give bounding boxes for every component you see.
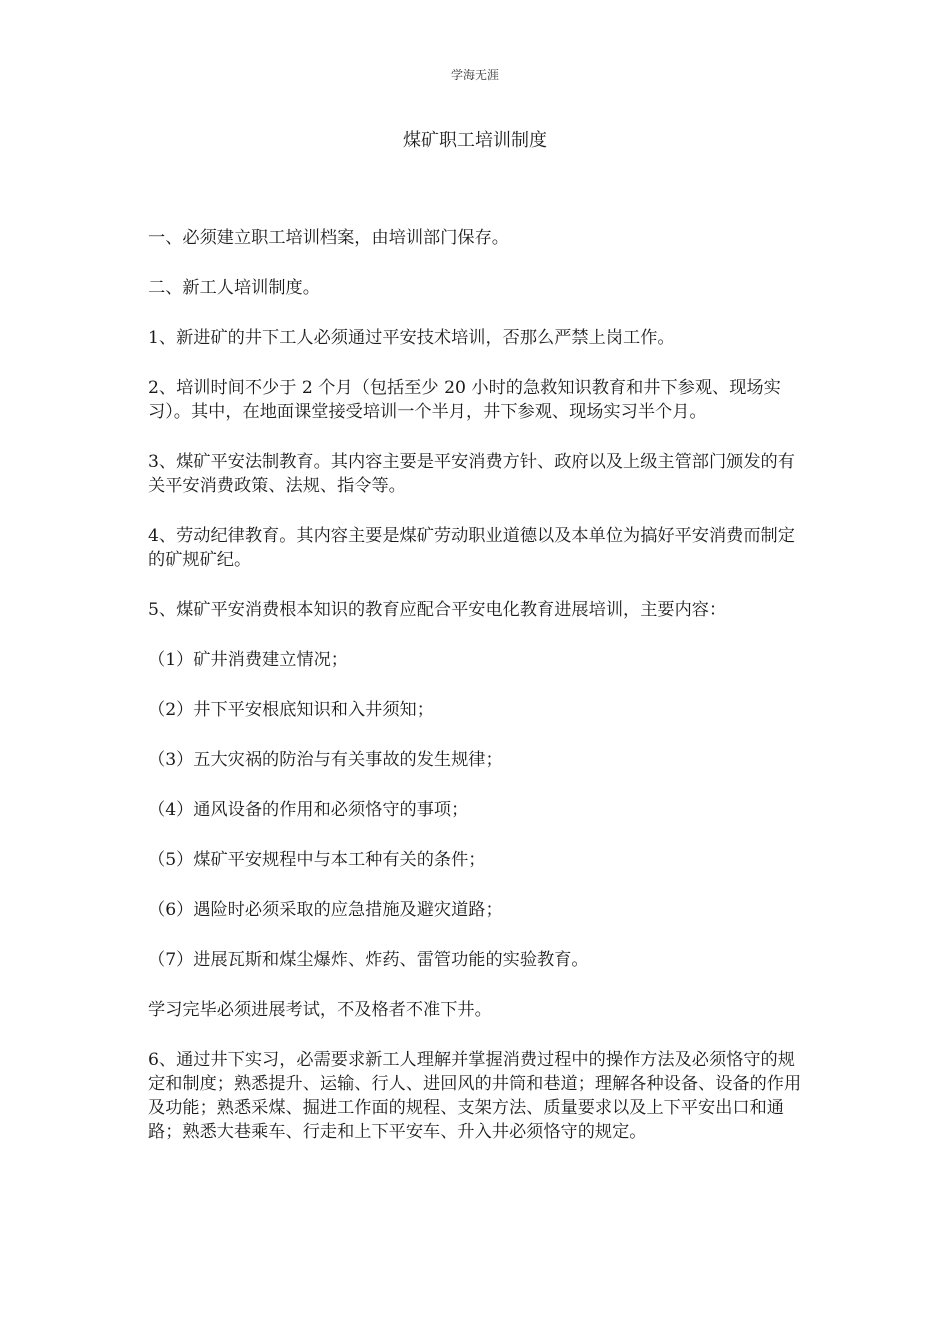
list-item-4: （4）通风设备的作用和必须恪守的事项； <box>148 800 469 820</box>
paragraph-2: 二、新工人培训制度。 <box>148 278 320 298</box>
list-item-3: （3）五大灾祸的防治与有关事故的发生规律； <box>148 750 503 770</box>
paragraph-9: 6、通过井下实习，必需要求新工人理解并掌握消费过程中的操作方法及必须恪守的规定和制度；熟悉提升、运输、行人、进回风的井筒和巷道；理解各种设备、设备的作用及功能；熟悉采煤、掘进工作面的规程、支架方法、质量要求以及上下平安出口和通路；熟悉大巷乘车、行走和上下平安车、升入井必须恪守的规定。 <box>148 1050 802 1142</box>
paragraph-8: 学习完毕必须进展考试，不及格者不准下井。 <box>148 1000 492 1020</box>
document-body <box>148 226 808 1170</box>
paragraph-5: 3、煤矿平安法制教育。其内容主要是平安消费方针、政府以及上级主管部门颁发的有关平安消费政策、法规、指令等。 <box>148 452 795 496</box>
list-item-1: （1）矿井消费建立情况； <box>148 650 348 670</box>
paragraph-1: 一、必须建立职工培训档案，由培训部门保存。 <box>148 228 509 248</box>
paragraph-4: 2、培训时间不少于 2 个月（包括至少 20 小时的急救知识教育和井下参观、现场实习）。其中，在地面课堂接受培训一个半月，井下参观、现场实习半个月。 <box>148 378 781 422</box>
paragraph-6: 4、劳动纪律教育。其内容主要是煤矿劳动职业道德以及本单位为搞好平安消费而制定的矿规矿纪。 <box>148 526 795 570</box>
list-item-5: （5）煤矿平安规程中与本工种有关的条件； <box>148 850 486 870</box>
paragraph-3: 1、新进矿的井下工人必须通过平安技术培训，否那么严禁上岗工作。 <box>148 328 675 348</box>
list-item-6: （6）遇险时必须采取的应急措施及避灾道路； <box>148 900 503 920</box>
page-header: 学海无涯 <box>450 68 499 82</box>
document-title: 煤矿职工培训制度 <box>403 130 547 151</box>
list-item-2: （2）井下平安根底知识和入井须知； <box>148 700 434 720</box>
paragraph-7: 5、煤矿平安消费根本知识的教育应配合平安电化教育进展培训，主要内容： <box>148 600 727 620</box>
list-item-7: （7）进展瓦斯和煤尘爆炸、炸药、雷管功能的实验教育。 <box>148 950 589 970</box>
